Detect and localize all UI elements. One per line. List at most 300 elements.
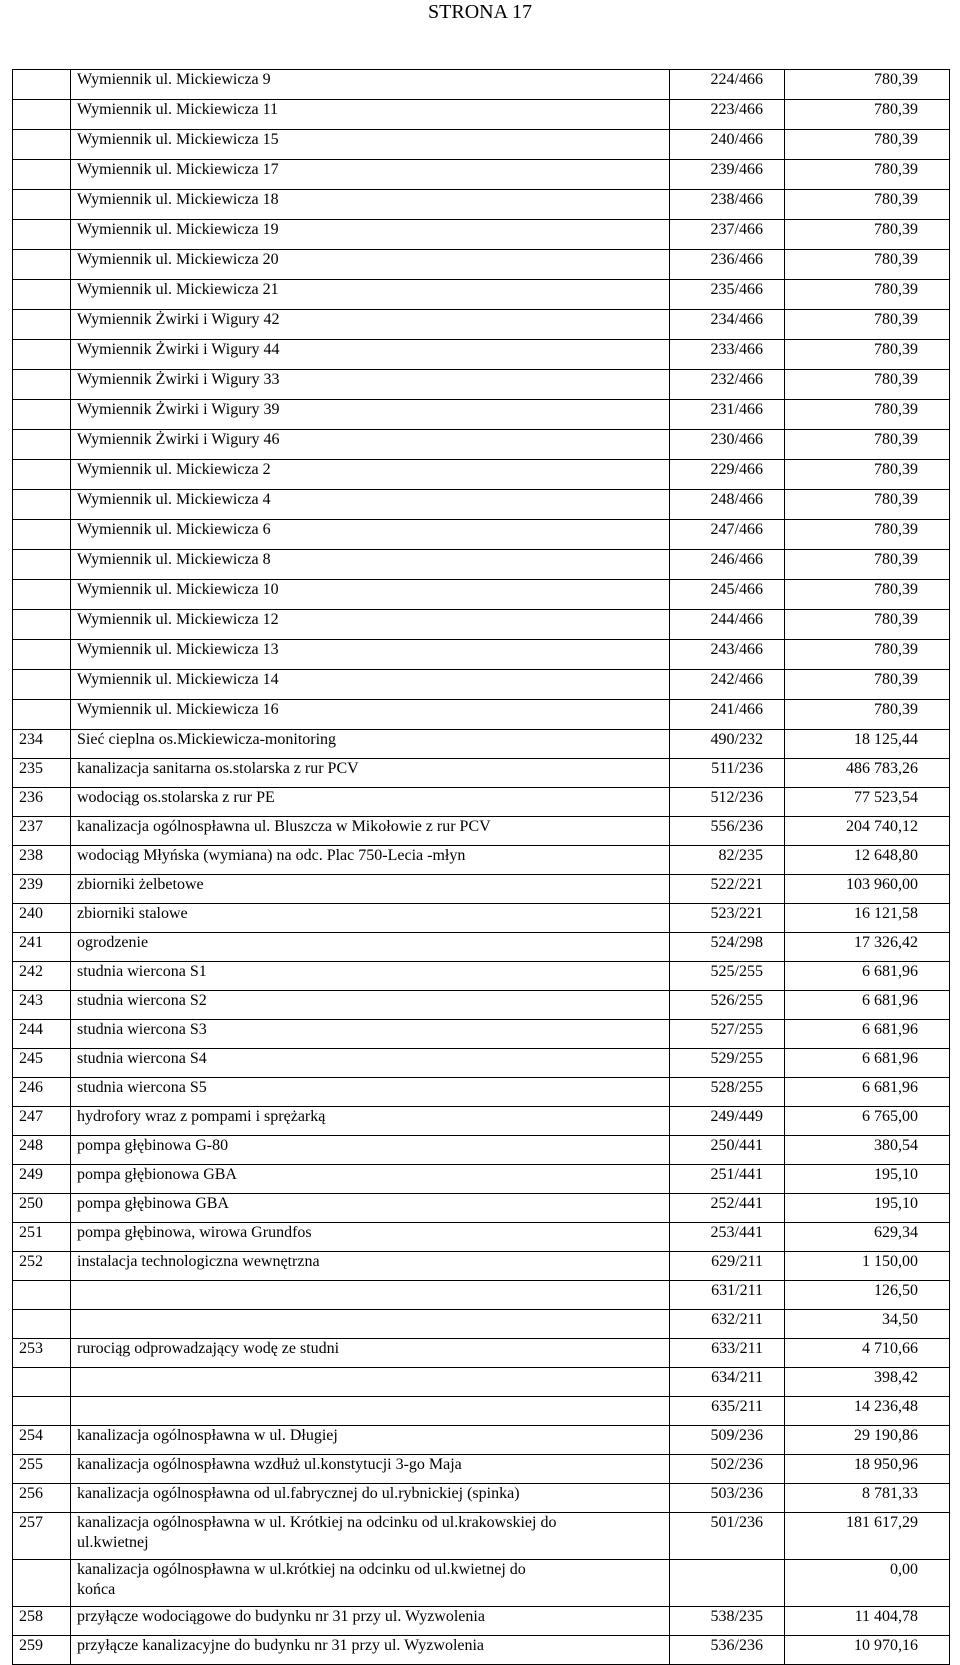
description-text: przyłącze wodociągowe do budynku nr 31 przy ul. Wyzwolenia bbox=[77, 1608, 485, 1625]
description-text: kanalizacja ogólnospławna w ul. Długiej bbox=[77, 1427, 338, 1444]
description-text: pompa głębinowa, wirowa Grundfos bbox=[77, 1224, 312, 1241]
value-cell: 1 150,00 bbox=[785, 1252, 950, 1281]
table-row bbox=[13, 788, 950, 817]
value-cell: 780,39 bbox=[785, 550, 950, 580]
inventory-number-cell: 235/466 bbox=[670, 280, 785, 310]
row-number-cell: 242 bbox=[13, 962, 71, 991]
row-number-cell: 238 bbox=[13, 846, 71, 875]
description-cell bbox=[71, 1252, 670, 1281]
asset-table-body bbox=[13, 70, 950, 1665]
inventory-number-cell: 633/211 bbox=[670, 1339, 785, 1368]
description-cell bbox=[71, 933, 670, 962]
inventory-number-cell: 536/236 bbox=[670, 1636, 785, 1665]
description-text: przyłącze kanalizacyjne do budynku nr 31 przy ul. Wyzwolenia bbox=[77, 1637, 485, 1654]
table-row bbox=[13, 1281, 950, 1310]
table-row bbox=[13, 1252, 950, 1281]
value-cell: 780,39 bbox=[785, 250, 950, 280]
value-cell: 6 765,00 bbox=[785, 1107, 950, 1136]
inventory-number-cell: 241/466 bbox=[670, 700, 785, 730]
table-row bbox=[13, 1426, 950, 1455]
value-cell: 195,10 bbox=[785, 1194, 950, 1223]
inventory-number-cell: 243/466 bbox=[670, 640, 785, 670]
description-text: pompa głębinowa GBA bbox=[77, 1195, 229, 1212]
value-cell: 780,39 bbox=[785, 460, 950, 490]
value-cell: 6 681,96 bbox=[785, 1049, 950, 1078]
inventory-number-cell: 522/221 bbox=[670, 875, 785, 904]
value-cell: 6 681,96 bbox=[785, 991, 950, 1020]
inventory-number-cell: 224/466 bbox=[670, 70, 785, 100]
table-row bbox=[13, 1513, 950, 1560]
table-row bbox=[13, 100, 950, 130]
inventory-number-cell: 239/466 bbox=[670, 160, 785, 190]
inventory-number-cell: 524/298 bbox=[670, 933, 785, 962]
description-cell bbox=[71, 640, 670, 670]
description-text: Wymiennik ul. Mickiewicza 12 bbox=[77, 611, 279, 628]
description-cell bbox=[71, 1607, 670, 1636]
description-cell bbox=[71, 1560, 670, 1607]
inventory-number-cell: 503/236 bbox=[670, 1484, 785, 1513]
table-row bbox=[13, 875, 950, 904]
table-row bbox=[13, 130, 950, 160]
description-text: instalacja technologiczna wewnętrzna bbox=[77, 1253, 320, 1270]
inventory-number-cell: 525/255 bbox=[670, 962, 785, 991]
table-row bbox=[13, 70, 950, 100]
value-cell: 14 236,48 bbox=[785, 1397, 950, 1426]
row-number-cell: 237 bbox=[13, 817, 71, 846]
inventory-number-cell: 249/449 bbox=[670, 1107, 785, 1136]
description-cell bbox=[71, 1339, 670, 1368]
inventory-number-cell: 634/211 bbox=[670, 1368, 785, 1397]
description-cell bbox=[71, 788, 670, 817]
value-cell: 486 783,26 bbox=[785, 759, 950, 788]
description-cell bbox=[71, 1107, 670, 1136]
value-cell: 780,39 bbox=[785, 160, 950, 190]
inventory-number-cell: 529/255 bbox=[670, 1049, 785, 1078]
description-cell bbox=[71, 130, 670, 160]
table-row bbox=[13, 1607, 950, 1636]
value-cell: 780,39 bbox=[785, 190, 950, 220]
description-text: studnia wiercona S2 bbox=[77, 992, 207, 1009]
table-row bbox=[13, 846, 950, 875]
description-text: Wymiennik ul. Mickiewicza 10 bbox=[77, 581, 279, 598]
inventory-number-cell: 629/211 bbox=[670, 1252, 785, 1281]
inventory-number-cell: 502/236 bbox=[670, 1455, 785, 1484]
description-text: Wymiennik ul. Mickiewicza 16 bbox=[77, 701, 279, 718]
value-cell: 195,10 bbox=[785, 1165, 950, 1194]
description-cell bbox=[71, 759, 670, 788]
description-text: Sieć cieplna os.Mickiewicza-monitoring bbox=[77, 731, 337, 748]
inventory-number-cell: 234/466 bbox=[670, 310, 785, 340]
inventory-number-cell: 509/236 bbox=[670, 1426, 785, 1455]
inventory-number-cell: 82/235 bbox=[670, 846, 785, 875]
description-cell bbox=[71, 610, 670, 640]
row-number-cell: 234 bbox=[13, 730, 71, 759]
table-row bbox=[13, 1339, 950, 1368]
value-cell: 12 648,80 bbox=[785, 846, 950, 875]
description-cell bbox=[71, 160, 670, 190]
row-number-cell: 248 bbox=[13, 1136, 71, 1165]
description-cell bbox=[71, 730, 670, 759]
description-cell bbox=[71, 400, 670, 430]
table-row bbox=[13, 1107, 950, 1136]
description-cell bbox=[71, 1281, 670, 1310]
description-cell bbox=[71, 1078, 670, 1107]
description-cell bbox=[71, 700, 670, 730]
description-text-continued: ul.kwietnej bbox=[77, 1534, 149, 1551]
row-number-cell bbox=[13, 700, 71, 730]
inventory-number-cell: 223/466 bbox=[670, 100, 785, 130]
table-row bbox=[13, 1560, 950, 1607]
row-number-cell: 245 bbox=[13, 1049, 71, 1078]
description-text: zbiorniki żelbetowe bbox=[77, 876, 204, 893]
row-number-cell: 249 bbox=[13, 1165, 71, 1194]
row-number-cell: 259 bbox=[13, 1636, 71, 1665]
table-row bbox=[13, 520, 950, 550]
description-text: studnia wiercona S5 bbox=[77, 1079, 207, 1096]
value-cell: 398,42 bbox=[785, 1368, 950, 1397]
description-cell bbox=[71, 1310, 670, 1339]
description-cell bbox=[71, 1397, 670, 1426]
description-text: kanalizacja ogólnospławna w ul. Krótkiej na odcinku od ul.krakowskiej do bbox=[77, 1514, 557, 1531]
description-cell bbox=[71, 190, 670, 220]
inventory-number-cell: 511/236 bbox=[670, 759, 785, 788]
description-cell bbox=[71, 550, 670, 580]
description-text-continued: końca bbox=[77, 1581, 116, 1598]
value-cell: 780,39 bbox=[785, 280, 950, 310]
description-text: kanalizacja ogólnospławna od ul.fabrycznej do ul.rybnickiej (spinka) bbox=[77, 1485, 520, 1502]
row-number-cell bbox=[13, 280, 71, 310]
value-cell: 18 950,96 bbox=[785, 1455, 950, 1484]
inventory-number-cell: 230/466 bbox=[670, 430, 785, 460]
description-text: Wymiennik ul. Mickiewicza 13 bbox=[77, 641, 279, 658]
inventory-number-cell: 231/466 bbox=[670, 400, 785, 430]
value-cell: 18 125,44 bbox=[785, 730, 950, 759]
row-number-cell bbox=[13, 550, 71, 580]
table-row bbox=[13, 550, 950, 580]
description-text: Wymiennik ul. Mickiewicza 19 bbox=[77, 221, 279, 238]
description-text: Wymiennik ul. Mickiewicza 21 bbox=[77, 281, 279, 298]
description-cell bbox=[71, 1049, 670, 1078]
table-row bbox=[13, 1310, 950, 1339]
value-cell: 181 617,29 bbox=[785, 1513, 950, 1560]
row-number-cell bbox=[13, 340, 71, 370]
row-number-cell bbox=[13, 430, 71, 460]
description-cell bbox=[71, 1136, 670, 1165]
inventory-number-cell: 631/211 bbox=[670, 1281, 785, 1310]
table-row bbox=[13, 1636, 950, 1665]
row-number-cell bbox=[13, 580, 71, 610]
row-number-cell: 235 bbox=[13, 759, 71, 788]
description-text: kanalizacja ogólnospławna w ul.krótkiej na odcinku od ul.kwietnej do bbox=[77, 1561, 526, 1578]
row-number-cell: 255 bbox=[13, 1455, 71, 1484]
description-text: hydrofory wraz z pompami i sprężarką bbox=[77, 1108, 326, 1125]
description-text: wodociąg Młyńska (wymiana) na odc. Plac 750-Lecia -młyn bbox=[77, 847, 466, 864]
row-number-cell: 246 bbox=[13, 1078, 71, 1107]
inventory-number-cell: 252/441 bbox=[670, 1194, 785, 1223]
inventory-number-cell: 632/211 bbox=[670, 1310, 785, 1339]
description-text: rurociąg odprowadzający wodę ze studni bbox=[77, 1340, 340, 1357]
description-text: Wymiennik Żwirki i Wigury 42 bbox=[77, 311, 280, 328]
description-cell bbox=[71, 670, 670, 700]
inventory-number-cell: 238/466 bbox=[670, 190, 785, 220]
description-text: kanalizacja sanitarna os.stolarska z rur PCV bbox=[77, 760, 359, 777]
row-number-cell bbox=[13, 1281, 71, 1310]
inventory-number-cell: 233/466 bbox=[670, 340, 785, 370]
description-text: Wymiennik Żwirki i Wigury 46 bbox=[77, 431, 280, 448]
description-cell bbox=[71, 1368, 670, 1397]
value-cell: 780,39 bbox=[785, 670, 950, 700]
row-number-cell: 243 bbox=[13, 991, 71, 1020]
inventory-number-cell: 556/236 bbox=[670, 817, 785, 846]
value-cell: 380,54 bbox=[785, 1136, 950, 1165]
description-text: wodociąg os.stolarska z rur PE bbox=[77, 789, 275, 806]
inventory-number-cell: 635/211 bbox=[670, 1397, 785, 1426]
value-cell: 780,39 bbox=[785, 130, 950, 160]
description-cell bbox=[71, 220, 670, 250]
table-row bbox=[13, 1049, 950, 1078]
table-row bbox=[13, 670, 950, 700]
row-number-cell: 256 bbox=[13, 1484, 71, 1513]
description-cell bbox=[71, 310, 670, 340]
description-cell bbox=[71, 1636, 670, 1665]
value-cell: 780,39 bbox=[785, 370, 950, 400]
table-row bbox=[13, 991, 950, 1020]
table-row bbox=[13, 310, 950, 340]
row-number-cell bbox=[13, 220, 71, 250]
description-cell bbox=[71, 250, 670, 280]
row-number-cell bbox=[13, 640, 71, 670]
row-number-cell bbox=[13, 310, 71, 340]
table-row bbox=[13, 817, 950, 846]
row-number-cell: 253 bbox=[13, 1339, 71, 1368]
row-number-cell bbox=[13, 100, 71, 130]
description-text: Wymiennik ul. Mickiewicza 8 bbox=[77, 551, 271, 568]
inventory-number-cell: 527/255 bbox=[670, 1020, 785, 1049]
inventory-number-cell: 512/236 bbox=[670, 788, 785, 817]
row-number-cell bbox=[13, 1368, 71, 1397]
table-row bbox=[13, 1078, 950, 1107]
row-number-cell bbox=[13, 400, 71, 430]
value-cell: 34,50 bbox=[785, 1310, 950, 1339]
row-number-cell bbox=[13, 130, 71, 160]
description-cell bbox=[71, 1455, 670, 1484]
value-cell: 780,39 bbox=[785, 100, 950, 130]
row-number-cell: 241 bbox=[13, 933, 71, 962]
description-text: Wymiennik ul. Mickiewicza 4 bbox=[77, 491, 271, 508]
description-cell bbox=[71, 1513, 670, 1560]
value-cell: 103 960,00 bbox=[785, 875, 950, 904]
value-cell: 780,39 bbox=[785, 610, 950, 640]
row-number-cell bbox=[13, 670, 71, 700]
description-cell bbox=[71, 370, 670, 400]
table-row bbox=[13, 1368, 950, 1397]
asset-table bbox=[12, 69, 950, 1665]
inventory-number-cell: 247/466 bbox=[670, 520, 785, 550]
description-cell bbox=[71, 1223, 670, 1252]
row-number-cell: 257 bbox=[13, 1513, 71, 1560]
inventory-number-cell: 538/235 bbox=[670, 1607, 785, 1636]
inventory-number-cell: 246/466 bbox=[670, 550, 785, 580]
table-row bbox=[13, 1136, 950, 1165]
row-number-cell: 250 bbox=[13, 1194, 71, 1223]
table-row bbox=[13, 460, 950, 490]
value-cell: 6 681,96 bbox=[785, 1078, 950, 1107]
inventory-number-cell: 232/466 bbox=[670, 370, 785, 400]
description-text: studnia wiercona S4 bbox=[77, 1050, 207, 1067]
inventory-number-cell: 253/441 bbox=[670, 1223, 785, 1252]
table-row bbox=[13, 700, 950, 730]
page-title: STRONA 17 bbox=[428, 1, 532, 23]
row-number-cell bbox=[13, 1397, 71, 1426]
description-cell bbox=[71, 460, 670, 490]
description-cell bbox=[71, 580, 670, 610]
row-number-cell bbox=[13, 1310, 71, 1339]
value-cell: 11 404,78 bbox=[785, 1607, 950, 1636]
description-cell bbox=[71, 1165, 670, 1194]
value-cell: 4 710,66 bbox=[785, 1339, 950, 1368]
value-cell: 780,39 bbox=[785, 340, 950, 370]
description-text: Wymiennik Żwirki i Wigury 44 bbox=[77, 341, 280, 358]
value-cell: 204 740,12 bbox=[785, 817, 950, 846]
description-cell bbox=[71, 280, 670, 310]
description-text: ogrodzenie bbox=[77, 934, 149, 951]
description-text: Wymiennik ul. Mickiewicza 15 bbox=[77, 131, 279, 148]
description-cell bbox=[71, 490, 670, 520]
table-row bbox=[13, 962, 950, 991]
inventory-number-cell: 490/232 bbox=[670, 730, 785, 759]
table-row bbox=[13, 730, 950, 759]
value-cell: 126,50 bbox=[785, 1281, 950, 1310]
table-row bbox=[13, 933, 950, 962]
description-cell bbox=[71, 1484, 670, 1513]
value-cell: 629,34 bbox=[785, 1223, 950, 1252]
description-text: kanalizacja ogólnospławna wzdłuż ul.konstytucji 3-go Maja bbox=[77, 1456, 462, 1473]
description-cell bbox=[71, 1020, 670, 1049]
value-cell: 780,39 bbox=[785, 580, 950, 610]
row-number-cell: 236 bbox=[13, 788, 71, 817]
description-text: Wymiennik Żwirki i Wigury 39 bbox=[77, 401, 280, 418]
table-row bbox=[13, 160, 950, 190]
row-number-cell: 251 bbox=[13, 1223, 71, 1252]
row-number-cell: 247 bbox=[13, 1107, 71, 1136]
row-number-cell: 258 bbox=[13, 1607, 71, 1636]
table-row bbox=[13, 430, 950, 460]
description-cell bbox=[71, 904, 670, 933]
row-number-cell: 240 bbox=[13, 904, 71, 933]
table-row bbox=[13, 250, 950, 280]
inventory-number-cell: 526/255 bbox=[670, 991, 785, 1020]
row-number-cell bbox=[13, 1560, 71, 1607]
value-cell: 780,39 bbox=[785, 70, 950, 100]
description-cell bbox=[71, 70, 670, 100]
row-number-cell bbox=[13, 490, 71, 520]
value-cell: 77 523,54 bbox=[785, 788, 950, 817]
inventory-number-cell: 528/255 bbox=[670, 1078, 785, 1107]
description-text: studnia wiercona S3 bbox=[77, 1021, 207, 1038]
inventory-number-cell: 250/441 bbox=[670, 1136, 785, 1165]
table-row bbox=[13, 370, 950, 400]
description-text: Wymiennik Żwirki i Wigury 33 bbox=[77, 371, 280, 388]
value-cell: 10 970,16 bbox=[785, 1636, 950, 1665]
inventory-number-cell: 237/466 bbox=[670, 220, 785, 250]
value-cell: 780,39 bbox=[785, 310, 950, 340]
value-cell: 0,00 bbox=[785, 1560, 950, 1607]
table-row bbox=[13, 610, 950, 640]
value-cell: 780,39 bbox=[785, 520, 950, 550]
table-row bbox=[13, 400, 950, 430]
table-row bbox=[13, 190, 950, 220]
row-number-cell bbox=[13, 520, 71, 550]
row-number-cell: 252 bbox=[13, 1252, 71, 1281]
row-number-cell: 254 bbox=[13, 1426, 71, 1455]
inventory-number-cell: 242/466 bbox=[670, 670, 785, 700]
row-number-cell bbox=[13, 70, 71, 100]
inventory-number-cell: 248/466 bbox=[670, 490, 785, 520]
table-row bbox=[13, 759, 950, 788]
inventory-number-cell: 501/236 bbox=[670, 1513, 785, 1560]
inventory-number-cell: 240/466 bbox=[670, 130, 785, 160]
description-cell bbox=[71, 875, 670, 904]
table-row bbox=[13, 1455, 950, 1484]
description-cell bbox=[71, 430, 670, 460]
table-row bbox=[13, 1397, 950, 1426]
description-text: Wymiennik ul. Mickiewicza 6 bbox=[77, 521, 271, 538]
description-text: Wymiennik ul. Mickiewicza 2 bbox=[77, 461, 271, 478]
inventory-number-cell bbox=[670, 1560, 785, 1607]
description-text: Wymiennik ul. Mickiewicza 9 bbox=[77, 71, 271, 88]
table-row bbox=[13, 1223, 950, 1252]
description-text: Wymiennik ul. Mickiewicza 18 bbox=[77, 191, 279, 208]
table-row bbox=[13, 1194, 950, 1223]
inventory-number-cell: 245/466 bbox=[670, 580, 785, 610]
inventory-number-cell: 523/221 bbox=[670, 904, 785, 933]
inventory-number-cell: 229/466 bbox=[670, 460, 785, 490]
description-text: Wymiennik ul. Mickiewicza 17 bbox=[77, 161, 279, 178]
value-cell: 6 681,96 bbox=[785, 1020, 950, 1049]
table-row bbox=[13, 580, 950, 610]
row-number-cell bbox=[13, 370, 71, 400]
description-cell bbox=[71, 1426, 670, 1455]
row-number-cell: 239 bbox=[13, 875, 71, 904]
table-row bbox=[13, 640, 950, 670]
table-row bbox=[13, 280, 950, 310]
description-cell bbox=[71, 846, 670, 875]
row-number-cell bbox=[13, 190, 71, 220]
description-text: pompa głębionowa GBA bbox=[77, 1166, 237, 1183]
inventory-number-cell: 236/466 bbox=[670, 250, 785, 280]
table-row bbox=[13, 220, 950, 250]
table-row bbox=[13, 904, 950, 933]
value-cell: 6 681,96 bbox=[785, 962, 950, 991]
description-text: pompa głębinowa G-80 bbox=[77, 1137, 229, 1154]
table-row bbox=[13, 1484, 950, 1513]
description-cell bbox=[71, 100, 670, 130]
inventory-number-cell: 244/466 bbox=[670, 610, 785, 640]
row-number-cell bbox=[13, 460, 71, 490]
description-cell bbox=[71, 1194, 670, 1223]
row-number-cell bbox=[13, 160, 71, 190]
description-text: Wymiennik ul. Mickiewicza 11 bbox=[77, 101, 279, 118]
inventory-number-cell: 251/441 bbox=[670, 1165, 785, 1194]
description-text: zbiorniki stalowe bbox=[77, 905, 188, 922]
value-cell: 780,39 bbox=[785, 490, 950, 520]
row-number-cell bbox=[13, 610, 71, 640]
table-row bbox=[13, 1020, 950, 1049]
value-cell: 780,39 bbox=[785, 430, 950, 460]
description-cell bbox=[71, 991, 670, 1020]
description-cell bbox=[71, 340, 670, 370]
table-row bbox=[13, 340, 950, 370]
